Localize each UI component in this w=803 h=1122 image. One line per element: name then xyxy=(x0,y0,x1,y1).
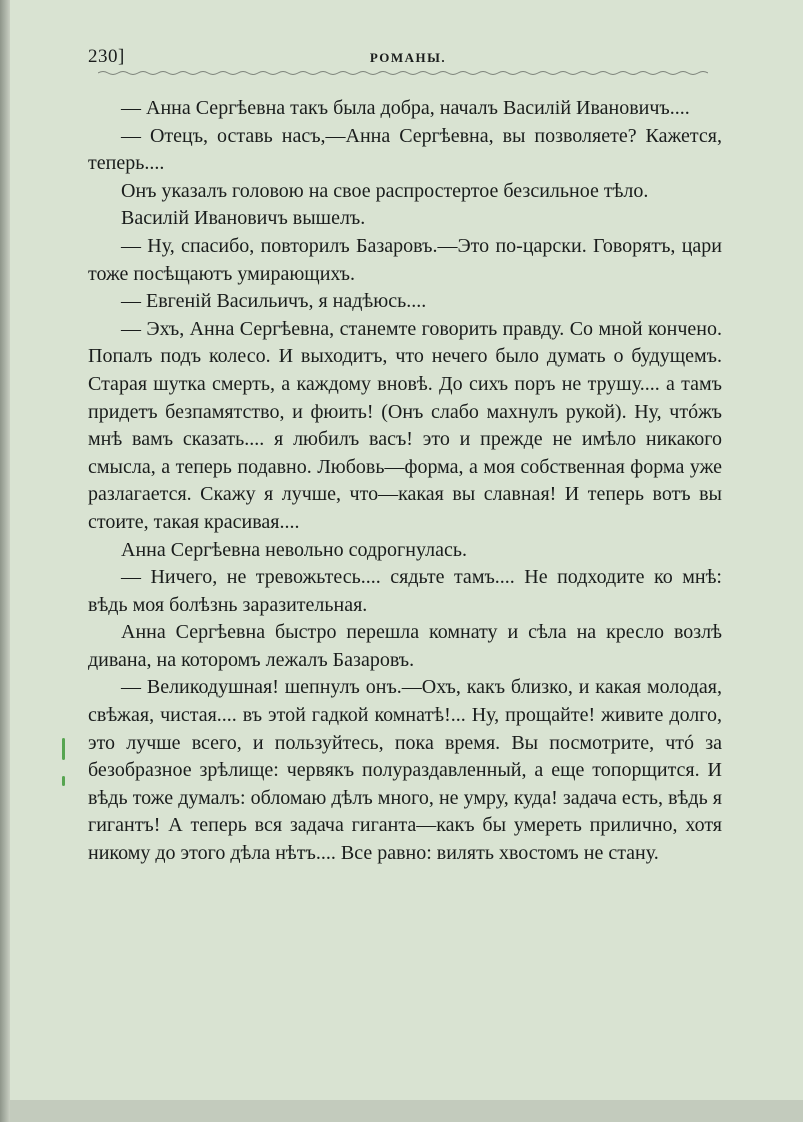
header-rule xyxy=(98,70,708,76)
paragraph: Василій Ивановичъ вышелъ. xyxy=(121,207,366,230)
page-header xyxy=(88,42,728,72)
paragraph: — Евгеній Васильичъ, я надѣюсь.... xyxy=(121,290,427,313)
paragraph: — Ничего, не тревожьтесь.... сядьте тамъ.... Не подходите ко мнѣ: вѣдь моя болѣзнь заразительная. xyxy=(88,566,722,616)
paragraph: — Анна Сергѣевна такъ была добра, началъ Василій Ивановичъ.... xyxy=(121,97,690,119)
paragraph: — Великодушная! шепнулъ онъ.—Охъ, какъ близко, и какая молодая, свѣжая, чистая.... въ этой гадкой комнатѣ!... Ну, прощайте! живите долго, это лучше всего, и пользуйтесь, пока время. Вы посмотрите, чтó за безобразное зрѣлище: червякъ полураздавленный, а еще топорщится. И вѣдь тоже думалъ: обломаю дѣлъ много, не умру, куда! задача есть, вѣдь я гигантъ! А теперь вся задача гиганта—какъ бы умереть прилично, хотя никому до этого дѣла нѣтъ.... Все равно: вилять хвостомъ не стану. xyxy=(88,676,722,865)
scan-edge xyxy=(0,0,10,1122)
paragraph: Анна Сергѣевна быстро перешла комнату и сѣла на кресло возлѣ дивана, на которомъ лежалъ Базаровъ. xyxy=(88,621,722,671)
page-bottom-edge xyxy=(10,1100,803,1122)
paragraph: — Отецъ, оставь насъ,—Анна Сергѣевна, вы позволяете? Кажется, теперь.... xyxy=(88,124,722,175)
paragraph: — Эхъ, Анна Сергѣевна, станемте говорить правду. Со мной кончено. Попалъ подъ колесо. И выходитъ, что нечего было думать о будущемъ. Старая шутка смерть, а каждому вновѣ. До сихъ поръ не трушу.... а тамъ придетъ безпамятство, и фюить! (Онъ слабо махнулъ рукой). Ну, чтóжъ мнѣ вамъ сказать.... я любилъ васъ! это и прежде не имѣло никакого смысла, а теперь подавно. Любовь—форма, а моя собственная форма уже разлагается. Скажу я лучше, что—какая вы славная! И теперь вотъ вы стоите, такая красивая.... xyxy=(88,317,722,533)
margin-mark xyxy=(62,776,65,786)
paragraph: Онъ указалъ головою на свое распростертое безсильное тѣло. xyxy=(121,179,649,202)
paragraph: — Ну, спасибо, повторилъ Базаровъ.—Это по-царски. Говорятъ, цари тоже посѣщаютъ умирающихъ. xyxy=(88,234,722,285)
running-title: РОМАНЫ. xyxy=(369,50,447,65)
body-text xyxy=(88,95,722,868)
page-number: 230] xyxy=(88,46,125,67)
paragraph: Анна Сергѣевна невольно содрогнулась. xyxy=(121,538,467,561)
margin-mark xyxy=(62,738,65,760)
